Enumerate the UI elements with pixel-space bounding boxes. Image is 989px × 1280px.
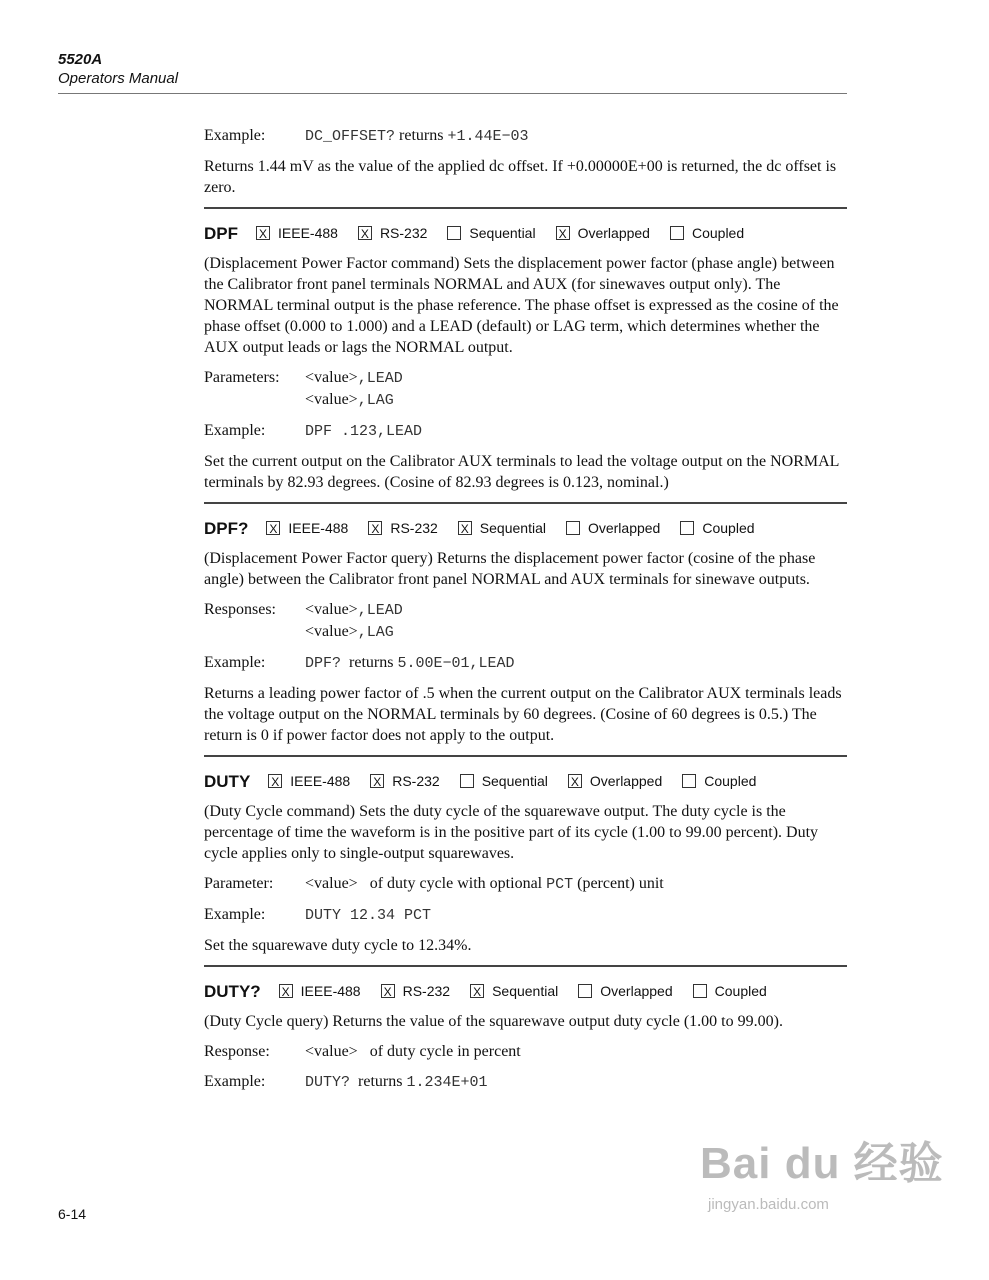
example-note: Returns a leading power factor of .5 when the current output on the Calibrator AUX terminals leads the voltage output on the NORMAL terminals by 60 degrees. (Cosine of 60 degrees is 0.5.) The return is 0 if power factor does not apply to the output. <box>204 685 842 744</box>
command-header-dpf <box>204 222 844 244</box>
check-mark: X <box>269 522 278 536</box>
example-row <box>204 904 844 926</box>
watermark-logo: Bai du 经验 <box>700 1139 944 1188</box>
checkbox-icon <box>279 984 293 998</box>
command-name: DUTY? <box>204 981 261 1001</box>
example-code: DPF .123,LEAD <box>305 423 423 440</box>
command-description: (Displacement Power Factor query) Returns the displacement power factor (cosine of the phase angle) between the Calibrator front panel NORMAL and AUX terminals for sinewave outputs. <box>204 550 816 588</box>
flag-sequential <box>460 771 548 792</box>
flag-coupled <box>682 771 756 792</box>
response-row <box>204 1041 844 1062</box>
example-return-value: +1.44E−03 <box>447 128 529 145</box>
checkbox-icon <box>458 521 472 535</box>
response-value: <value> <box>305 1043 358 1060</box>
command-description: (Displacement Power Factor command) Sets the displacement power factor (phase angle) between the Calibrator front panel terminals NORMAL and AUX (for sinewaves output only). The NORMAL terminal output is the phase reference. The phase offset is expressed as the cosine of the phase offset (0.000 to 1.000) and a LEAD (default) or LAG term, which determines whether the AUX output leads or lags the NORMAL output. <box>204 255 839 356</box>
flag-rs-232 <box>370 771 439 792</box>
responses-row <box>204 621 844 643</box>
page-body <box>204 125 844 1093</box>
checkbox-empty-icon <box>693 984 707 998</box>
flag-rs-232 <box>358 223 427 244</box>
responses-row <box>204 599 844 621</box>
param-code: ,LAG <box>357 392 394 409</box>
flag-overlapped <box>568 771 662 792</box>
checkbox-empty-icon <box>682 774 696 788</box>
response-text: of duty cycle in percent <box>369 1043 521 1060</box>
flag-label: RS-232 <box>390 519 438 536</box>
check-mark: X <box>558 227 567 241</box>
flag-label: RS-232 <box>379 224 428 241</box>
returns-word: returns <box>349 654 394 671</box>
flag-label: Overlapped <box>587 519 661 536</box>
flag-label: Sequential <box>479 519 546 536</box>
check-mark: X <box>360 227 369 241</box>
response-value: <value> <box>305 623 358 640</box>
checkbox-icon <box>370 774 384 788</box>
header-manual-title: Operators Manual <box>58 70 179 87</box>
check-mark: X <box>460 522 469 536</box>
example-command: DUTY? <box>305 1074 351 1091</box>
parameter-row <box>204 873 844 895</box>
flag-label: Coupled <box>704 772 757 789</box>
checkbox-icon <box>266 521 280 535</box>
flag-coupled <box>680 518 754 539</box>
param-value: <value> <box>305 875 358 892</box>
section-rule <box>204 207 847 209</box>
command-name: DPF? <box>204 518 249 538</box>
example-note: Set the current output on the Calibrator AUX terminals to lead the voltage output on the NORMAL terminals by 82.93 degrees. (Cosine of 82.93 degrees is 0.123, nominal.) <box>204 453 839 491</box>
checkbox-icon <box>358 226 372 240</box>
watermark <box>700 1140 944 1214</box>
example-command: DPF? <box>305 655 342 672</box>
command-name: DUTY <box>204 771 251 791</box>
example-label: Example: <box>204 127 266 144</box>
flag-label: Overlapped <box>600 982 673 999</box>
flag-ieee-488 <box>279 981 361 1002</box>
param-value: <value> <box>305 391 358 408</box>
checkbox-empty-icon <box>447 226 461 240</box>
parameters-row <box>204 389 844 411</box>
flag-label: IEEE-488 <box>288 519 349 536</box>
flag-overlapped <box>566 518 660 539</box>
section-rule <box>204 965 847 967</box>
check-mark: X <box>570 775 579 789</box>
example-code: DUTY 12.34 PCT <box>305 907 432 924</box>
returns-word: returns <box>358 1073 403 1090</box>
check-mark: X <box>373 775 382 789</box>
parameters-row <box>204 367 844 389</box>
command-header-duty <box>204 770 844 792</box>
response-code: ,LEAD <box>357 602 403 619</box>
example-label: Example: <box>204 1073 266 1090</box>
check-mark: X <box>271 775 280 789</box>
flag-label: IEEE-488 <box>290 772 351 789</box>
flag-label: Overlapped <box>589 772 663 789</box>
checkbox-icon <box>470 984 484 998</box>
example-note: Set the squarewave duty cycle to 12.34%. <box>204 937 472 954</box>
checkbox-icon <box>556 226 570 240</box>
flag-label: Sequential <box>469 224 536 241</box>
example-label: Example: <box>204 654 266 671</box>
checkbox-icon <box>381 984 395 998</box>
param-value: <value> <box>305 369 358 386</box>
checkbox-empty-icon <box>670 226 684 240</box>
flag-sequential <box>470 981 558 1002</box>
section-rule <box>204 755 847 757</box>
flag-rs-232 <box>368 518 437 539</box>
returns-word: returns <box>399 127 444 144</box>
flag-label: RS-232 <box>402 982 451 999</box>
flag-overlapped <box>578 981 672 1002</box>
flag-label: IEEE-488 <box>278 224 338 241</box>
command-description: (Duty Cycle query) Returns the value of the squarewave output duty cycle (1.00 to 99.00). <box>204 1013 783 1030</box>
flag-ieee-488 <box>256 223 338 244</box>
command-header-duty-query <box>204 980 844 1002</box>
flag-label: IEEE-488 <box>300 982 361 999</box>
check-mark: X <box>371 522 380 536</box>
example-row <box>204 652 844 674</box>
check-mark: X <box>258 227 267 241</box>
responses-label: Responses: <box>204 601 276 618</box>
flag-coupled <box>693 981 767 1002</box>
parameters-label: Parameters: <box>204 369 280 386</box>
flag-sequential <box>458 518 546 539</box>
param-code: PCT <box>546 876 574 893</box>
checkbox-empty-icon <box>460 774 474 788</box>
check-mark: X <box>383 985 392 999</box>
example-row <box>204 420 844 442</box>
page-number: 6-14 <box>58 1206 87 1222</box>
parameter-label: Parameter: <box>204 875 274 892</box>
flag-label: Sequential <box>492 982 559 999</box>
checkbox-empty-icon <box>566 521 580 535</box>
example-label: Example: <box>204 422 266 439</box>
response-label: Response: <box>204 1043 270 1060</box>
check-mark: X <box>473 985 482 999</box>
checkbox-icon <box>368 521 382 535</box>
flag-label: Coupled <box>714 982 767 999</box>
flag-overlapped <box>556 223 650 244</box>
flag-label: Sequential <box>481 772 548 789</box>
flag-rs-232 <box>381 981 450 1002</box>
section-rule <box>204 502 847 504</box>
flag-ieee-488 <box>266 518 348 539</box>
checkbox-empty-icon <box>578 984 592 998</box>
example-return-value: 1.234E+01 <box>406 1074 488 1091</box>
running-header <box>58 50 178 88</box>
response-code: ,LAG <box>357 624 394 641</box>
example-row <box>204 1071 844 1093</box>
response-value: <value> <box>305 601 358 618</box>
example-label: Example: <box>204 906 266 923</box>
intro-example <box>204 125 844 147</box>
param-text: of duty cycle with optional <box>369 875 543 892</box>
flag-sequential <box>447 223 535 244</box>
header-model: 5520A <box>58 51 103 68</box>
intro-text: Returns 1.44 mV as the value of the applied dc offset. If +0.00000E+00 is returned, the dc offset is zero. <box>204 158 837 196</box>
param-text: (percent) unit <box>577 875 664 892</box>
flag-label: RS-232 <box>392 772 440 789</box>
flag-coupled <box>670 223 744 244</box>
flag-ieee-488 <box>268 771 350 792</box>
checkbox-icon <box>268 774 282 788</box>
header-rule <box>58 93 847 94</box>
flag-label: Coupled <box>691 224 745 241</box>
command-name: DPF <box>204 223 238 243</box>
checkbox-icon <box>568 774 582 788</box>
example-command: DC_OFFSET? <box>305 128 396 145</box>
checkbox-empty-icon <box>680 521 694 535</box>
checkbox-icon <box>256 226 270 240</box>
command-header-dpf-query <box>204 517 844 539</box>
param-code: ,LEAD <box>357 370 403 387</box>
check-mark: X <box>281 985 290 999</box>
command-description: (Duty Cycle command) Sets the duty cycle of the squarewave output. The duty cycle is the percentage of time the waveform is in the positive part of its cycle (1.00 to 99.00 percent). Duty cycle applies only to single-output squarewaves. <box>204 803 819 862</box>
flag-label: Coupled <box>702 519 755 536</box>
example-return-value: 5.00E−01,LEAD <box>397 655 515 672</box>
watermark-url: jingyan.baidu.com <box>708 1196 829 1213</box>
flag-label: Overlapped <box>577 224 650 241</box>
